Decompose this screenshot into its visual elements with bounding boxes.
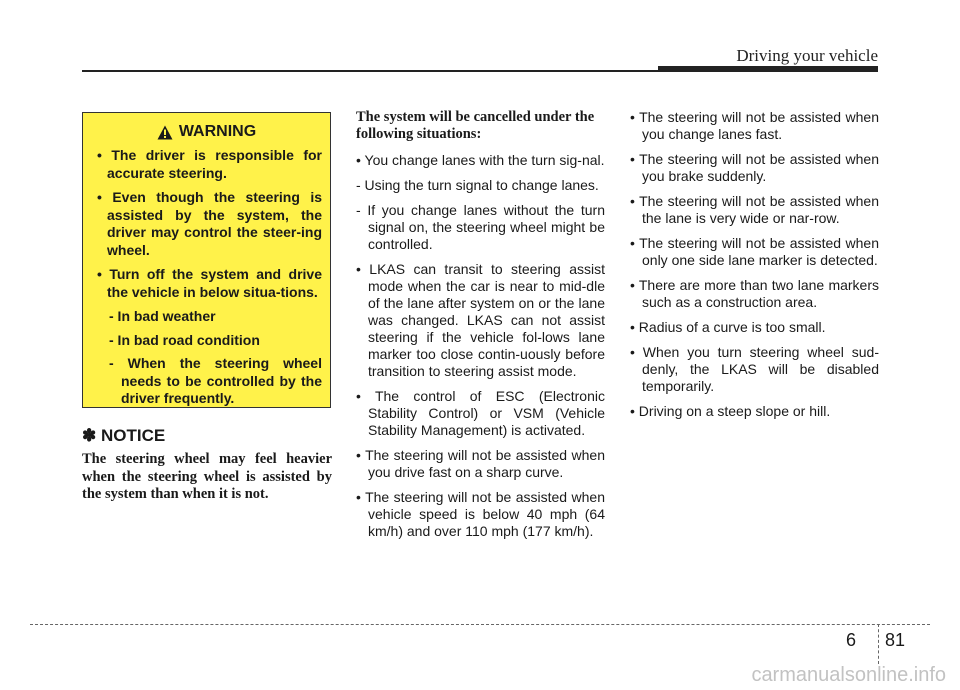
cancel-condition-item: • You change lanes with the turn sig-nal. <box>356 152 605 168</box>
cancel-conditions-column <box>356 109 605 548</box>
warning-subitem: - When the steering wheel needs to be controlled by the driver frequently. <box>109 355 322 406</box>
steering-condition-item: • The steering will not be assisted when you brake suddenly. <box>630 151 879 184</box>
cancel-condition-item: • LKAS can transit to steering assist mode when the car is near to mid-dle of the lane after system on or the lane was changed. LKAS can not assist steering if the vehicle fol-lows lane marker too close contin-uously before transition to steering assist mode. <box>356 261 605 379</box>
steering-condition-item: • The steering will not be assisted when only one side lane marker is detected. <box>630 235 879 268</box>
notice-text: The steering wheel may feel heavier when the steering wheel is assisted by the system than when it is not. <box>82 451 332 502</box>
cancel-condition-subitem: - Using the turn signal to change lanes. <box>356 177 599 193</box>
header-tab-bar <box>658 66 878 72</box>
cancel-condition-subitem: - If you change lanes without the turn signal on, the steering wheel might be controlled. <box>356 202 605 252</box>
warning-header <box>91 123 322 141</box>
page-number: 81 <box>885 630 906 650</box>
page-number-divider <box>878 624 879 664</box>
warning-title: WARNING <box>178 123 257 140</box>
warning-item: • The driver is responsible for accurate steering. <box>97 147 322 181</box>
steering-conditions-column <box>630 109 879 428</box>
steering-condition-item: • The steering will not be assisted when you change lanes fast. <box>630 109 879 142</box>
warning-item: • Turn off the system and drive the vehicle in below situa-tions. <box>97 266 322 300</box>
steering-condition-item: • When you turn steering wheel sud-denly, the LKAS will be disabled temporarily. <box>630 344 879 394</box>
steering-condition-item: • Radius of a curve is too small. <box>630 319 826 335</box>
cancel-conditions-heading: The system will be cancelled under the following situations: <box>356 109 595 142</box>
notice-title: ✽ NOTICE <box>82 426 166 445</box>
steering-condition-item: • Driving on a steep slope or hill. <box>630 403 831 419</box>
warning-subitem: - In bad weather <box>109 308 216 324</box>
section-title: Driving your vehicle <box>736 46 878 65</box>
watermark: carmanualsonline.info <box>751 664 946 686</box>
warning-box <box>82 112 331 408</box>
cancel-condition-item: • The steering will not be assisted when you drive fast on a sharp curve. <box>356 447 605 480</box>
warning-item: • Even though the steering is assisted by the system, the driver may control the steer-ing wheel. <box>97 189 322 258</box>
warning-subitem: - In bad road condition <box>109 331 260 348</box>
cancel-condition-item: • The steering will not be assisted when vehicle speed is below 40 mph (64 km/h) and over 110 mph (177 km/h). <box>356 489 605 539</box>
warning-triangle-icon <box>157 125 173 140</box>
steering-condition-item: • The steering will not be assisted when the lane is very wide or nar-row. <box>630 193 879 226</box>
cancel-condition-item: • The control of ESC (Electronic Stability Control) or VSM (Vehicle Stability Management) is activated. <box>356 388 605 438</box>
steering-condition-item: • There are more than two lane markers such as a construction area. <box>630 277 879 310</box>
chapter-number: 6 <box>846 630 857 650</box>
footer-rule <box>30 624 930 625</box>
